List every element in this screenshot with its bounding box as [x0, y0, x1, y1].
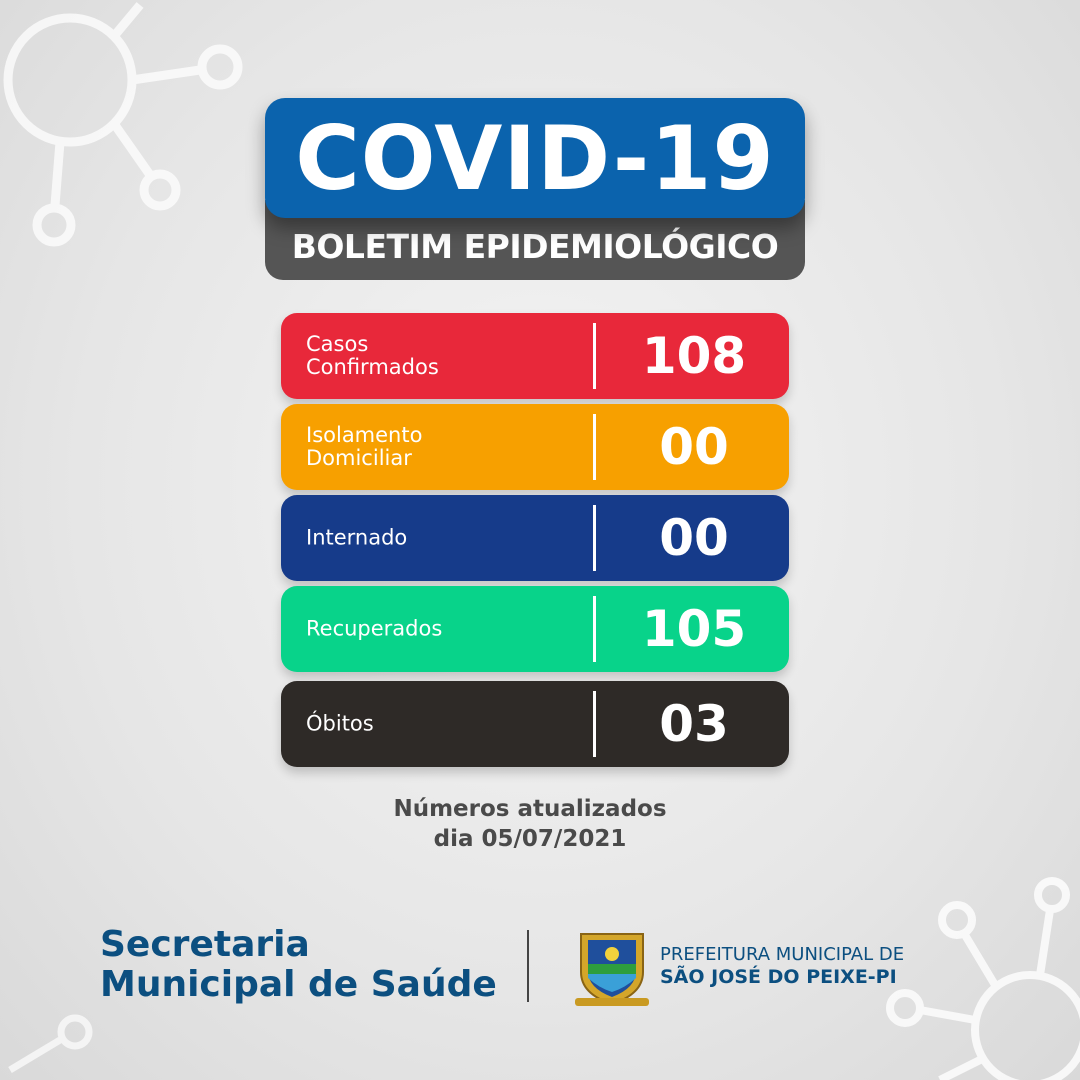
stat-value: 108 — [641, 327, 747, 385]
secretaria-line-1: Secretaria — [100, 924, 310, 965]
prefeitura-line-2: SÃO JOSÉ DO PEIXE-PI — [660, 966, 897, 988]
virus-illustration-bottom-left — [0, 1010, 140, 1080]
virus-illustration-top-left — [0, 0, 290, 260]
stat-divider — [593, 596, 596, 662]
stat-label: Internado — [306, 525, 408, 550]
page-subtitle: BOLETIM EPIDEMIOLÓGICO — [291, 227, 779, 266]
stat-row-deaths — [281, 681, 789, 767]
stat-value: 00 — [659, 509, 729, 567]
secretaria-line-2: Municipal de Saúde — [100, 964, 497, 1005]
header-banner — [265, 98, 805, 218]
stat-label: Casos Confirmados — [306, 332, 439, 379]
stat-divider — [593, 323, 596, 389]
stat-divider — [593, 691, 596, 757]
stat-label: Recuperados — [306, 616, 443, 641]
stat-row-home-isolation — [281, 404, 789, 490]
stat-value: 03 — [659, 695, 729, 753]
municipal-crest-icon — [573, 928, 651, 1012]
update-line-1: Números atualizados — [393, 796, 667, 822]
stat-row-confirmed — [281, 313, 789, 399]
update-line-2: dia 05/07/2021 — [433, 826, 627, 852]
stat-label: Óbitos — [306, 711, 374, 736]
stat-row-recovered — [281, 586, 789, 672]
stat-row-hospitalized — [281, 495, 789, 581]
footer-divider — [527, 930, 529, 1002]
update-note — [330, 794, 730, 854]
stat-label: Isolamento Domiciliar — [306, 423, 423, 470]
page-title: COVID-19 — [295, 106, 775, 210]
stats-list — [281, 313, 789, 772]
secretaria-logo-text — [100, 925, 497, 1005]
stat-value: 105 — [641, 600, 747, 658]
stat-divider — [593, 505, 596, 571]
stat-value: 00 — [659, 418, 729, 476]
stat-divider — [593, 414, 596, 480]
prefeitura-line-1: PREFEITURA MUNICIPAL DE — [660, 944, 905, 965]
